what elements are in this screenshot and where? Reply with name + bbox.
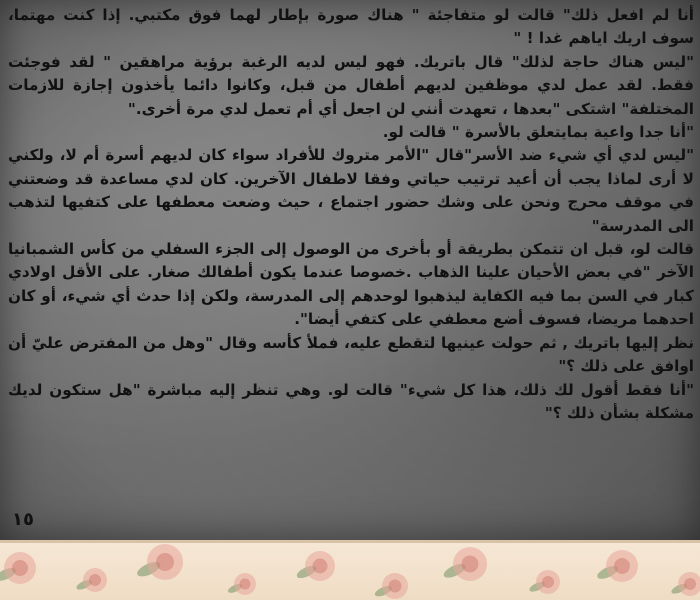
paragraph: "ليس هناك حاجة لذلك" قال باتريك. فهو ليس لديه الرغبة برؤية مراهقين " لقد فوجئت فقط. لقد عمل لدي موظفين لديهم أطفال من قبل، وكانوا دائما يأخذون إجازة للازمات المختلفة" اشتكى "بعدها ، تعهدت أنني لن اجعل أي أم تعمل لدي مرة أخرى." (8, 52, 694, 118)
rose-center-icon (12, 560, 28, 576)
paragraph: قالت لو، قبل ان تتمكن بطريقة أو بأخرى من الوصول إلى الجزء السفلي من كأس الشمبانيا الآخر "في بعض الأحيان علينا الذهاب .خصوصا عندما يكون أطفالك صغار. على الأقل اولادي كبار في السن بما فيه الكفاية ليذهبوا لوحدهم إلى المدرسة، ولكن إذا حدث أي شيء، أو كان احدهما مريضا، فسوف أضع معطفي على كتفي أيضا". (8, 240, 694, 329)
paragraph: "أنا فقط أقول لك ذلك، هذا كل شيء" قالت لو. وهي تنظر إليه مباشرة "هل ستكون لديك مشكلة بشأن ذلك ؟" (8, 380, 694, 422)
paragraph: "ليس لدي أي شيء ضد الأسر"قال "الأمر متروك للأفراد سواء كان لديهم أسرة أم لا، ولكني لا أرى لماذا يجب أن أعيد ترتيب حياتي وفقا لاطفال الآخرين. كان لدي مساعدة قد وضعتني في موقف محرج ونحن على وشك حضور اجتماع ، حيث وضعت معطفها على كتفيها لتذهب الى المدرسة" (8, 146, 694, 235)
page-text (8, 4, 694, 425)
paragraph: "أنا جدا واعية بمايتعلق بالأسرة " قالت لو. (382, 123, 694, 142)
floral-pattern-icon (0, 540, 700, 600)
rose-center-icon (389, 580, 402, 593)
rose-center-icon (614, 558, 630, 574)
rose-center-icon (240, 579, 251, 590)
paragraph: أنا لم افعل ذلك" قالت لو متفاجئة " هناك صورة بإطار لهما فوق مكتبي. إذا كنت مهتما، سوف اريك اياهم غدا ! " (8, 6, 694, 48)
rose-center-icon (462, 556, 479, 573)
rose-center-icon (313, 559, 328, 574)
rose-center-icon (89, 574, 101, 586)
floral-edge (0, 540, 700, 543)
page-number: ١٥ (12, 509, 34, 530)
rose-center-icon (542, 576, 554, 588)
floral-border (0, 540, 700, 600)
paragraph: نظر إليها باتريك , ثم حولت عينيها لتقطع عليه، فملأ كأسه وقال "وهل من المفترض عليّ أن اوافق على ذلك ؟" (8, 333, 694, 376)
rose-center-icon (156, 553, 174, 571)
rose-center-icon (684, 578, 696, 590)
